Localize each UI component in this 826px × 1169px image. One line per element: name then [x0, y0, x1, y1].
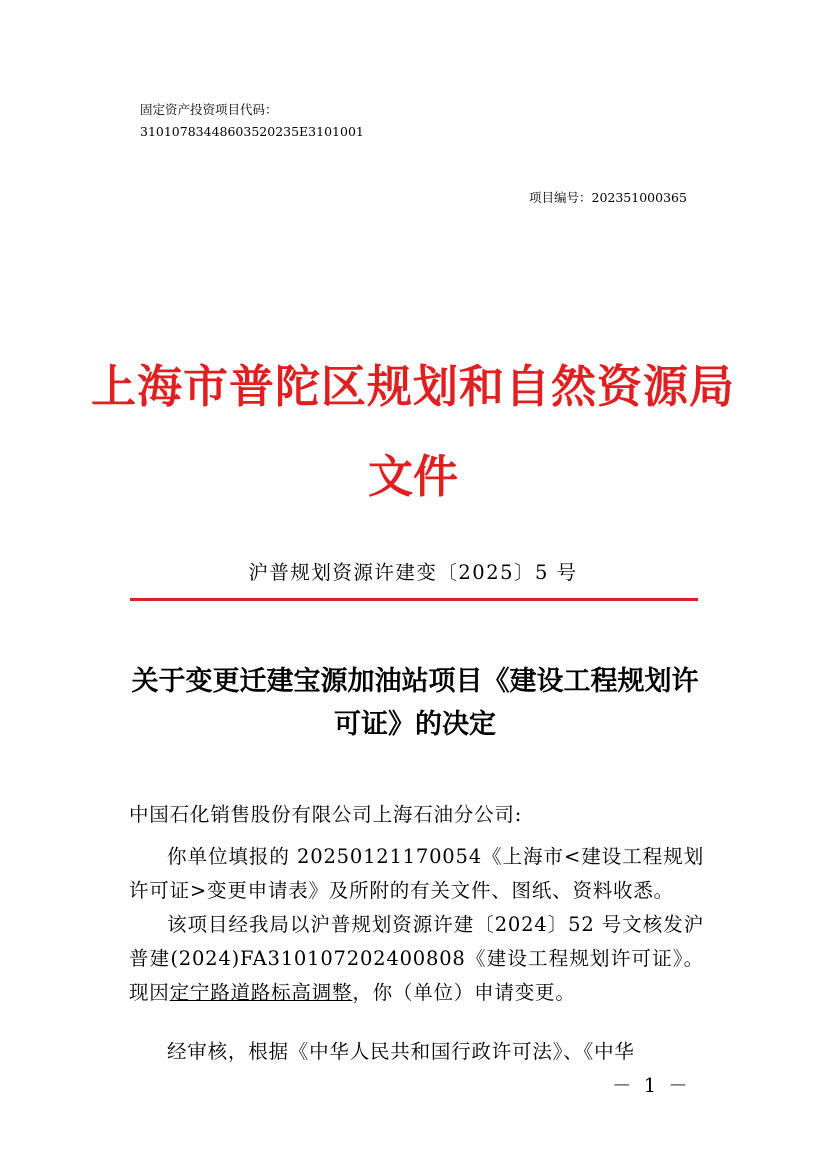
project-number: 项目编号：202351000365 [529, 190, 687, 205]
addressee: 中国石化销售股份有限公司上海石油分公司: [129, 803, 523, 826]
body-paragraph-3: 经审核，根据《中华人民共和国行政许可法》、《中华 [167, 1040, 635, 1063]
paragraph-2-text-a: 该项目经我局以沪普规划资源许建〔2024〕52 号文核发沪普建(2024)FA310107202400808《建设工程规划许可证》。现因 [129, 913, 704, 1004]
issuer-name: 上海市普陀区规划和自然资源局 [90, 360, 735, 413]
red-divider [130, 598, 698, 601]
investment-code-label: 固定资产投资项目代码： [140, 102, 278, 117]
document-number: 沪普规划资源许建变〔2025〕5 号 [248, 561, 578, 584]
document-subject: 关于变更迁建宝源加油站项目《建设工程规划许可证》的决定 [131, 666, 699, 740]
document-type: 文件 [367, 450, 458, 503]
underlined-reason: 定宁路道路标高调整 [169, 981, 353, 1004]
body-paragraph-1: 你单位填报的 20250121170054《上海市<建设工程规划许可证>变更申请表》及所附的有关文件、图纸、资料收悉。 [129, 845, 704, 902]
investment-code: 31010783448603520235E3101001 [140, 124, 364, 139]
paragraph-2-text-b: ，你（单位）申请变更。 [352, 981, 576, 1004]
page-number: － 1 － [612, 1074, 691, 1097]
body-paragraph-2 [129, 908, 704, 1010]
